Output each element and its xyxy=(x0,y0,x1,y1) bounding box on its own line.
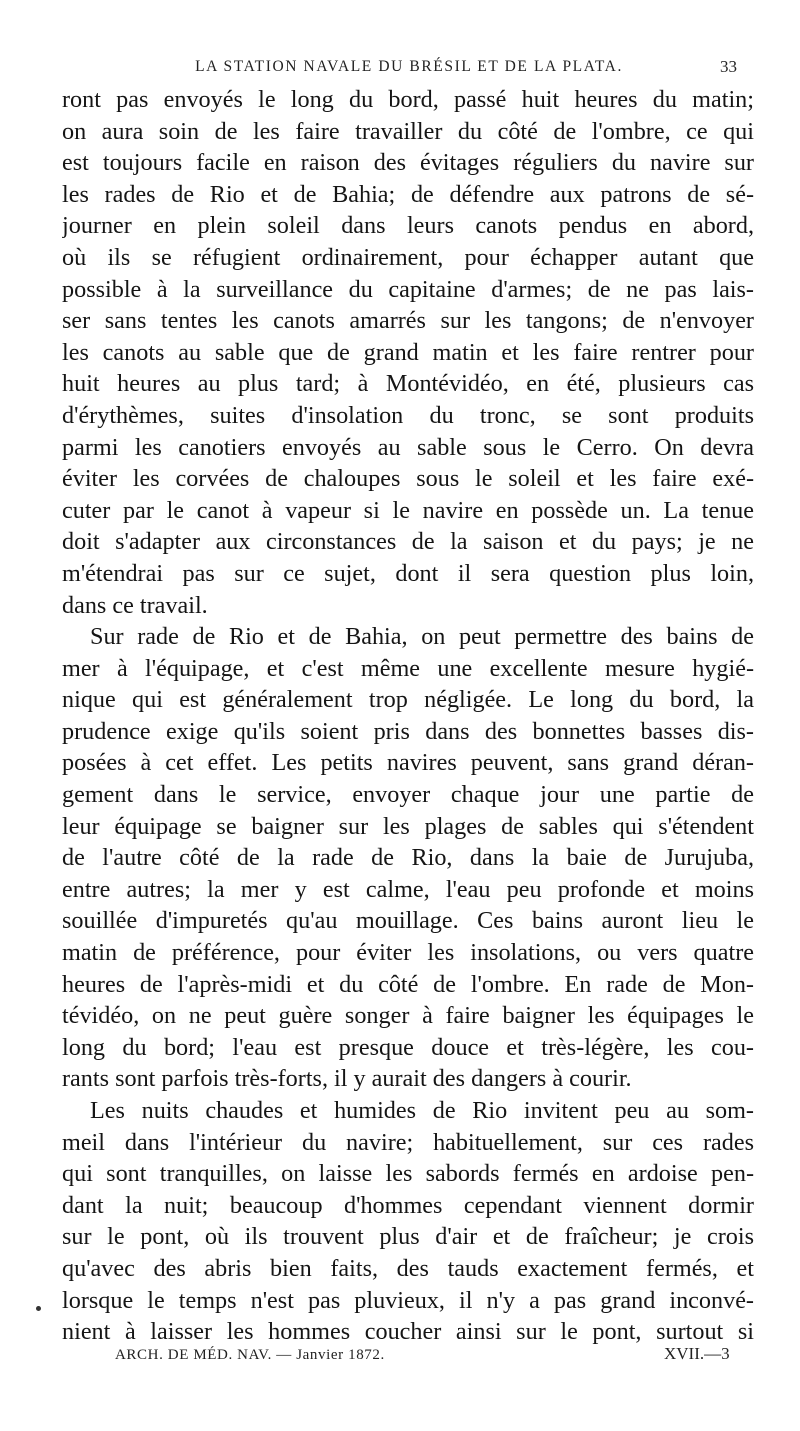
text-line: prudence exige qu'ils soient pris dans des bonnettes basses dis- xyxy=(62,717,754,745)
text-line: rants sont parfois très-forts, il y aurait des dangers à courir. xyxy=(62,1065,632,1093)
text-line: de l'autre côté de la rade de Rio, dans la baie de Jurujuba, xyxy=(62,844,754,872)
text-line: matin de préférence, pour éviter les insolations, ou vers quatre xyxy=(62,939,754,967)
text-line: journer en plein soleil dans leurs canots pendus en abord, xyxy=(62,212,754,240)
text-line: ront pas envoyés le long du bord, passé huit heures du matin; xyxy=(62,86,754,113)
text-line: dant la nuit; beaucoup d'hommes cependant viennent dormir xyxy=(62,1191,754,1219)
text-line: m'étendrai pas sur ce sujet, dont il sera question plus loin, xyxy=(62,559,754,587)
text-line: possible à la surveillance du capitaine d'armes; de ne pas lais- xyxy=(62,275,754,303)
text-line: nient à laisser les hommes coucher ainsi sur le pont, surtout si xyxy=(62,1318,754,1346)
text-line: entre autres; la mer y est calme, l'eau peu profonde et moins xyxy=(62,875,754,903)
text-line: dans ce travail. xyxy=(62,591,208,619)
text-line: qu'avec des abris bien faits, des tauds exactement fermés, et xyxy=(62,1254,754,1282)
text-line: Sur rade de Rio et de Bahia, on peut permettre des bains de xyxy=(90,623,754,651)
text-line: heures de l'après-midi et du côté de l'ombre. En rade de Mon- xyxy=(62,970,754,998)
text-line: huit heures au plus tard; à Montévidéo, en été, plusieurs cas xyxy=(62,370,754,398)
text-line: souillée d'impuretés qu'au mouillage. Ces bains auront lieu le xyxy=(62,907,754,935)
text-line: est toujours facile en raison des évitages réguliers du navire sur xyxy=(62,149,754,177)
running-head: LA STATION NAVALE DU BRÉSIL ET DE LA PLATA. xyxy=(195,58,623,75)
text-line: nique qui est généralement trop négligée. Le long du bord, la xyxy=(62,686,754,714)
text-line: les canots au sable que de grand matin et les faire rentrer pour xyxy=(62,338,754,366)
text-line: leur équipage se baigner sur les plages de sables qui s'étendent xyxy=(62,812,754,840)
text-line: doit s'adapter aux circonstances de la saison et du pays; je ne xyxy=(62,528,754,556)
text-line: long du bord; l'eau est presque douce et très-légère, les cou- xyxy=(62,1033,754,1061)
text-line: meil dans l'intérieur du navire; habituellement, sur ces rades xyxy=(62,1128,754,1156)
text-line: Les nuits chaudes et humides de Rio invitent peu au som- xyxy=(90,1097,754,1124)
text-line: on aura soin de les faire travailler du côté de l'ombre, ce qui xyxy=(62,117,754,145)
text-line: les rades de Rio et de Bahia; de défendre aux patrons de sé- xyxy=(62,180,754,208)
signature-mark: XVII.—3 xyxy=(664,1344,730,1363)
page-number: 33 xyxy=(720,57,737,76)
body-text xyxy=(62,84,754,1348)
text-line: qui sont tranquilles, on laisse les sabords fermés en ardoise pen- xyxy=(62,1160,754,1188)
text-line: gement dans le service, envoyer chaque jour une partie de xyxy=(62,781,754,809)
text-line: posées à cet effet. Les petits navires peuvent, sans grand déran- xyxy=(62,749,754,777)
text-line: mer à l'équipage, et c'est même une excellente mesure hygié- xyxy=(62,654,754,682)
text-line: parmi les canotiers envoyés au sable sous le Cerro. On devra xyxy=(62,433,754,461)
text-line: sur le pont, où ils trouvent plus d'air et de fraîcheur; je crois xyxy=(62,1223,754,1251)
text-line: éviter les corvées de chaloupes sous le soleil et les faire exé- xyxy=(62,465,754,493)
text-line: tévidéo, on ne peut guère songer à faire baigner les équipages le xyxy=(62,1002,754,1030)
text-line: où ils se réfugient ordinairement, pour échapper autant que xyxy=(62,243,754,271)
journal-footer: ARCH. DE MÉD. NAV. — Janvier 1872. xyxy=(115,1347,385,1363)
text-line: lorsque le temps n'est pas pluvieux, il n'y a pas grand inconvé- xyxy=(62,1286,754,1314)
text-line: d'érythèmes, suites d'insolation du tronc, se sont produits xyxy=(62,401,754,429)
text-line: ser sans tentes les canots amarrés sur les tangons; de n'envoyer xyxy=(62,307,754,335)
text-line: cuter par le canot à vapeur si le navire en possède un. La tenue xyxy=(62,496,754,524)
margin-dot xyxy=(36,1306,41,1311)
